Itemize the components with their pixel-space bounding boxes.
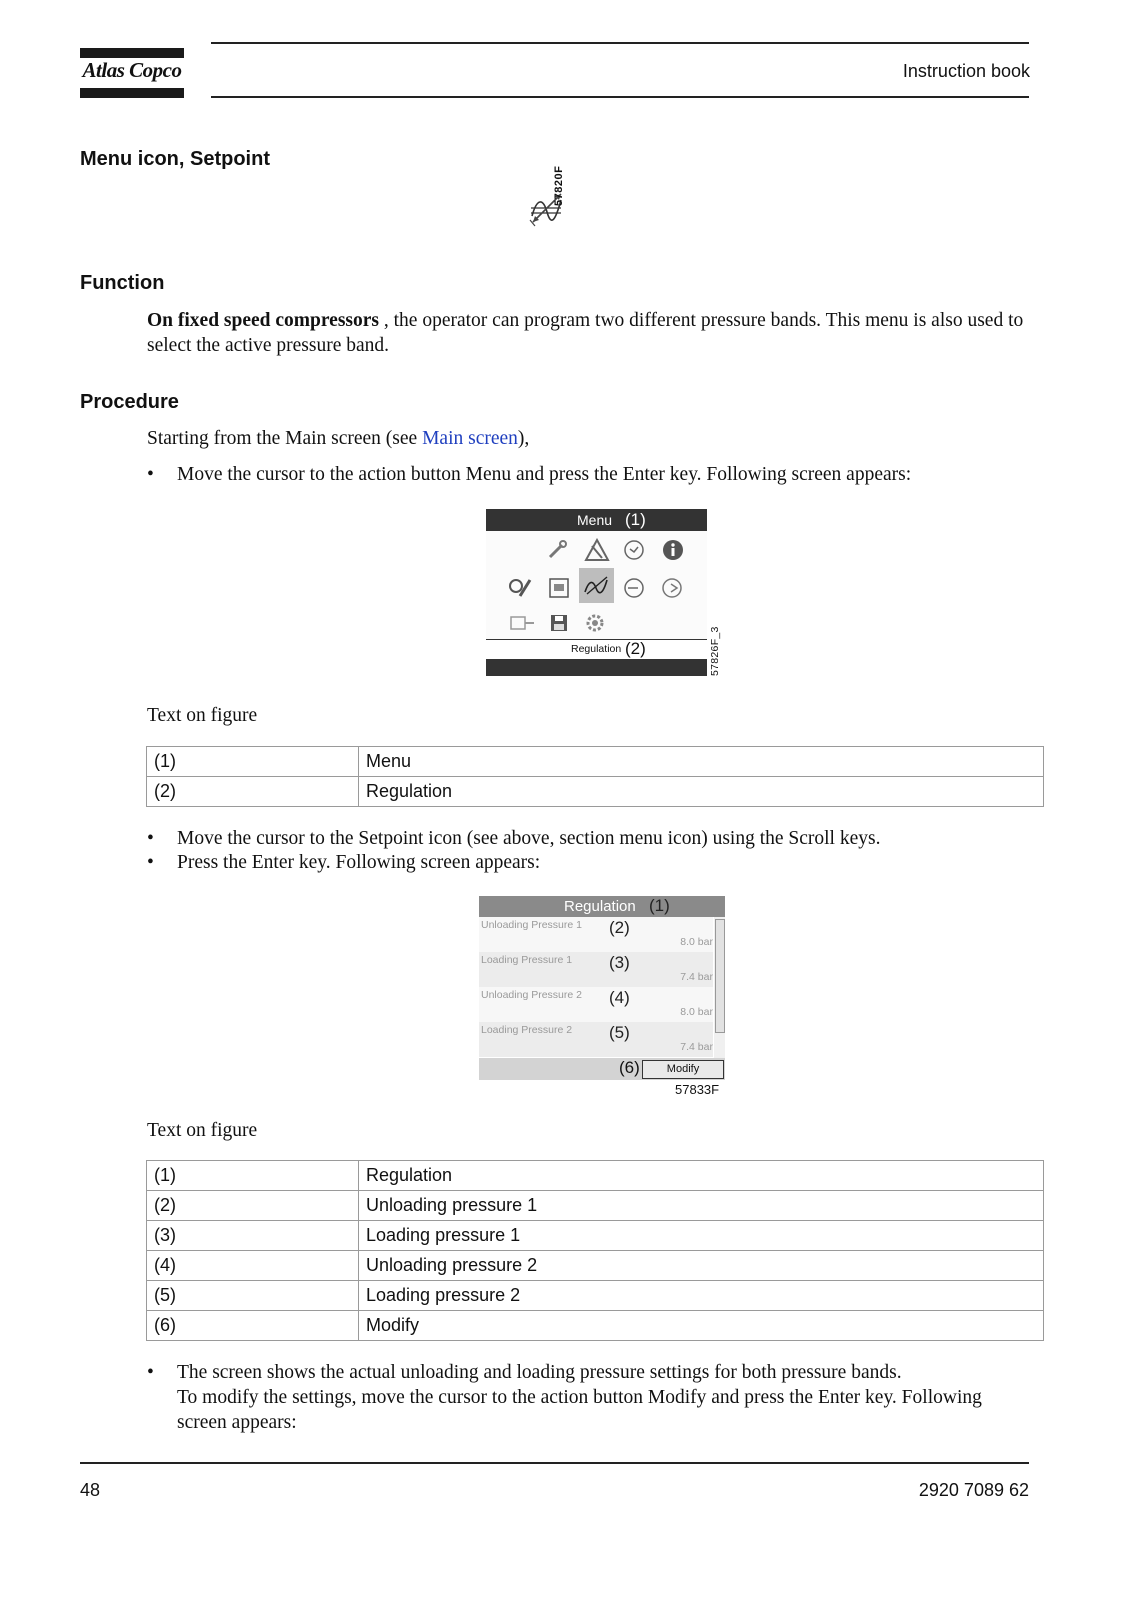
setpoint-menu-item-selected[interactable]: [579, 568, 614, 603]
regulation-screen-title-bar: [479, 896, 725, 917]
page-number: 48: [80, 1480, 101, 1500]
warning-icon: [584, 538, 610, 562]
service-icon: [508, 576, 534, 600]
icon-code-label: 57820F: [553, 165, 565, 206]
regulation-row-label: Unloading Pressure 1: [481, 919, 582, 931]
bullet-text: Press the Enter key. Following screen appears:: [177, 852, 541, 873]
menu-screen-figure: [486, 509, 720, 677]
setpoint-icon-figure: [525, 165, 585, 232]
settings-gear-icon: [584, 611, 610, 635]
setpoint-icon: [579, 568, 614, 603]
counter-icon: [548, 576, 570, 600]
regulation-row-value: 8.0 bar: [680, 1006, 713, 1018]
bullet-text: Move the cursor to the Setpoint icon (see above, section menu icon) using the Scroll keys.: [177, 828, 881, 849]
regulation-screen-title: Regulation: [564, 898, 636, 915]
section-heading-menu-icon: Menu icon, Setpoint: [80, 148, 270, 170]
bullet-dot: •: [147, 464, 154, 485]
regulation-screen-figure: [479, 896, 727, 1101]
figure2-code-label: 57833F: [675, 1082, 720, 1097]
regulation-row-callout: (2): [609, 918, 630, 937]
plug-icon: [508, 613, 536, 633]
legend-table-2-row: [147, 1221, 1044, 1251]
bullet-text-line-2: To modify the settings, move the cursor to the action button Modify and press the Enter key. Following: [177, 1387, 982, 1408]
menu-screen-bottom-bar: [486, 659, 707, 676]
main-screen-link[interactable]: Main screen: [422, 428, 518, 449]
function-text: , the operator can program two different pressure bands. This menu is also used to select the active pressure band.: [147, 310, 1024, 356]
bullet-dot: •: [147, 1362, 154, 1383]
legend-table-2-row: [147, 1161, 1044, 1191]
bullet-dot: •: [147, 828, 154, 849]
clock-icon: [623, 539, 645, 561]
legend-key: (5): [147, 1281, 359, 1311]
logo-bar-bottom: [80, 88, 184, 98]
legend-value: Loading pressure 1: [359, 1221, 1044, 1251]
logo-bar-top: [80, 48, 184, 58]
procedure-intro: [147, 426, 1027, 451]
legend-table-1-row: [147, 777, 1044, 807]
regulation-row[interactable]: [479, 1022, 713, 1057]
regulation-row[interactable]: [479, 952, 713, 987]
menu-icon-grid: [486, 531, 707, 639]
procedure-intro-post: ),: [517, 428, 530, 449]
legend-key: (3): [147, 1221, 359, 1251]
legend-value: Unloading pressure 2: [359, 1251, 1044, 1281]
regulation-row-label: Loading Pressure 1: [481, 954, 573, 966]
legend-value: Menu: [359, 747, 1044, 777]
regulation-row-value: 8.0 bar: [680, 936, 713, 948]
legend-table-2-row: [147, 1191, 1044, 1221]
legend-key: (4): [147, 1251, 359, 1281]
bullet-text-line-3: screen appears:: [177, 1412, 297, 1433]
menu-screen-title: Menu: [577, 512, 613, 528]
function-bold-text: On fixed speed compressors: [147, 310, 380, 331]
regulation-callout: (2): [625, 639, 646, 658]
legend-key: (2): [147, 1191, 359, 1221]
modify-callout: (6): [619, 1058, 640, 1077]
text-on-figure-label-1: Text on figure: [147, 705, 258, 726]
figure1-code-label: 57826F_3: [709, 626, 721, 676]
text-on-figure-label-2: Text on figure: [147, 1120, 258, 1141]
header-title: Instruction book: [902, 61, 1030, 81]
legend-table-2-row: [147, 1251, 1044, 1281]
menu-title-callout: (1): [625, 510, 646, 529]
legend-key: (1): [147, 1161, 359, 1191]
function-paragraph: [147, 308, 1037, 358]
regulation-row-callout: (3): [609, 953, 630, 972]
document-number: 2920 7089 62: [918, 1480, 1029, 1500]
menu-screen-title-bar: [486, 509, 707, 531]
regulation-row[interactable]: [479, 917, 713, 952]
legend-key: (1): [147, 747, 359, 777]
regulation-row-value: 7.4 bar: [680, 971, 713, 983]
bullet-dot: •: [147, 852, 154, 873]
legend-table-2-row: [147, 1281, 1044, 1311]
legend-table-2-row: [147, 1311, 1044, 1341]
legend-table-1: [146, 746, 1044, 807]
bullet-text: Move the cursor to the action button Menu and press the Enter key. Following screen appears:: [177, 464, 912, 485]
header-rule-bottom: [211, 96, 1029, 98]
regulation-row-value: 7.4 bar: [680, 1041, 713, 1053]
legend-key: (2): [147, 777, 359, 807]
header-rule-top: [211, 42, 1029, 44]
back-arrow-icon: [623, 577, 645, 599]
legend-table-2: [146, 1160, 1044, 1341]
regulation-row-callout: (4): [609, 988, 630, 1007]
regulation-scrollbar[interactable]: [714, 917, 725, 1058]
legend-table-1-row: [147, 747, 1044, 777]
legend-key: (6): [147, 1311, 359, 1341]
regulation-title-callout: (1): [649, 896, 670, 915]
regulation-row-callout: (5): [609, 1023, 630, 1042]
legend-value: Modify: [359, 1311, 1044, 1341]
legend-value: Regulation: [359, 1161, 1044, 1191]
logo-text: Atlas Copco: [82, 58, 182, 82]
footer-rule: [80, 1462, 1029, 1464]
legend-value: Regulation: [359, 777, 1044, 807]
setpoint-icon: [525, 186, 573, 232]
save-disk-icon: [548, 612, 570, 634]
section-heading-procedure: Procedure: [80, 391, 179, 413]
legend-table-1-body: [147, 747, 1044, 807]
wrench-icon: [546, 539, 570, 561]
menu-screen-status-row: [486, 640, 707, 659]
legend-value: Loading pressure 2: [359, 1281, 1044, 1311]
legend-value: Unloading pressure 1: [359, 1191, 1044, 1221]
regulation-row[interactable]: [479, 987, 713, 1022]
regulation-row-label: Unloading Pressure 2: [481, 989, 582, 1001]
procedure-intro-pre: Starting from the Main screen (see: [147, 428, 423, 449]
menu-screen-regulation-label: Regulation: [571, 643, 622, 655]
bullet-text-line-1: The screen shows the actual unloading and loading pressure settings for both pressure bands.: [177, 1362, 902, 1383]
regulation-row-label: Loading Pressure 2: [481, 1024, 573, 1036]
section-heading-function: Function: [80, 272, 165, 294]
modify-button[interactable]: Modify: [642, 1060, 724, 1079]
legend-table-2-body: [147, 1161, 1044, 1341]
regulation-list: [479, 917, 713, 1058]
info-icon: [661, 538, 685, 562]
regulation-screen-action-bar: [479, 1058, 725, 1080]
forward-arrow-icon: [661, 577, 685, 599]
regulation-scrollbar-thumb[interactable]: [715, 919, 725, 1033]
